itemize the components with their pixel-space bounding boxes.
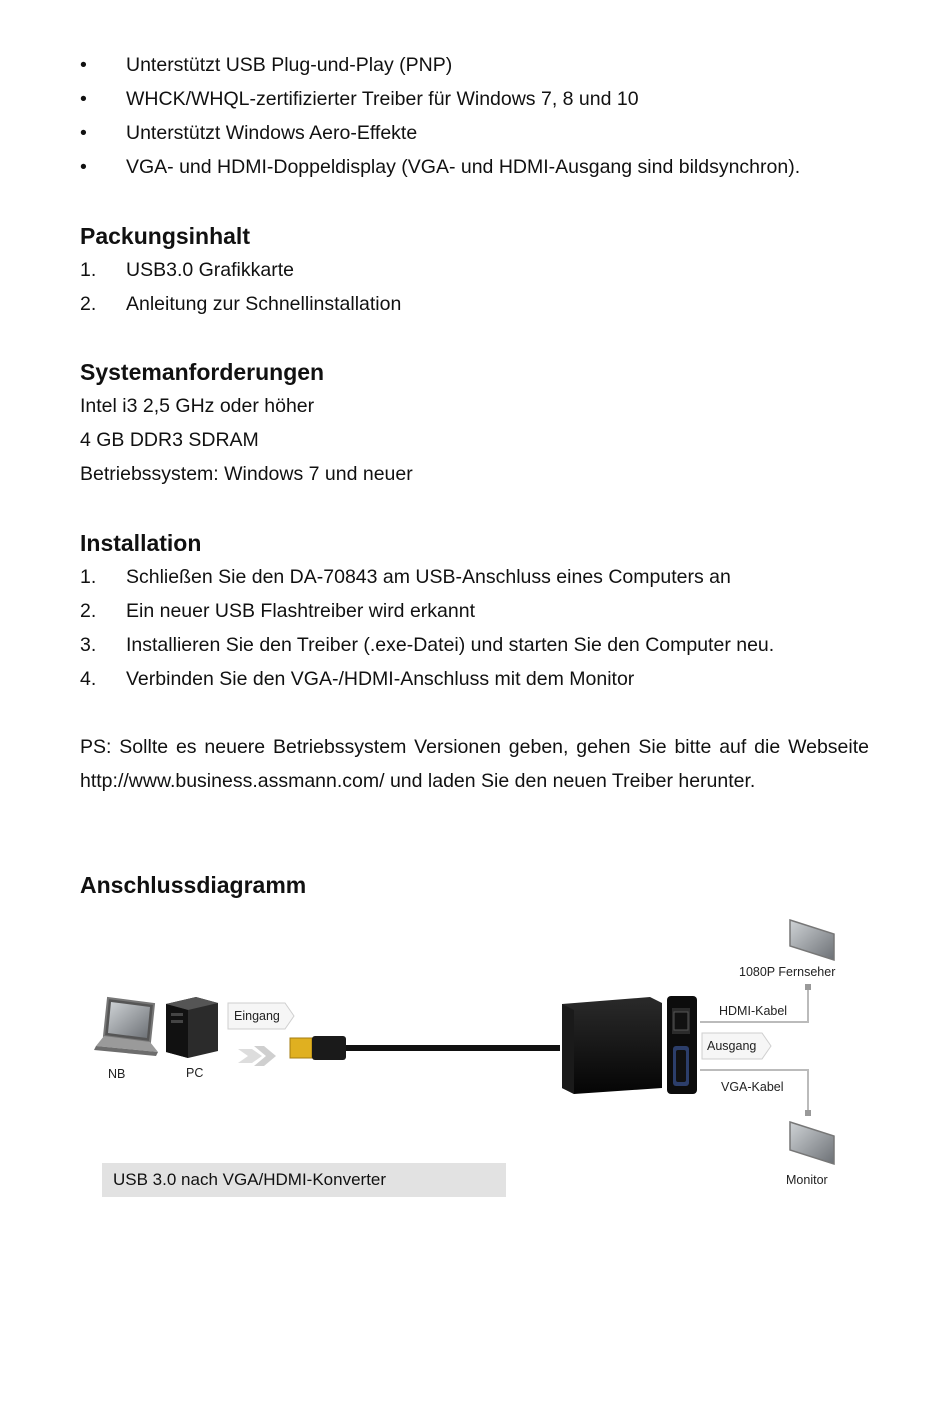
pc-label: PC bbox=[186, 1066, 204, 1080]
bullet-icon: • bbox=[80, 88, 87, 110]
connection-diagram bbox=[0, 905, 950, 1205]
item-text: USB3.0 Grafikkarte bbox=[126, 259, 294, 281]
step-text: Schließen Sie den DA-70843 am USB-Anschluss eines Computers an bbox=[126, 566, 731, 588]
laptop-icon bbox=[94, 998, 158, 1056]
diagram-caption: USB 3.0 nach VGA/HDMI-Konverter bbox=[102, 1163, 506, 1197]
input-label: Eingang bbox=[234, 1009, 280, 1023]
item-number: 2. bbox=[80, 293, 97, 315]
package-heading: Packungsinhalt bbox=[80, 223, 250, 249]
tv-label: 1080P Fernseher bbox=[739, 965, 836, 979]
monitor-label: Monitor bbox=[786, 1173, 828, 1187]
installation-heading: Installation bbox=[80, 530, 202, 556]
bullet-icon: • bbox=[80, 122, 87, 144]
item-text: Anleitung zur Schnellinstallation bbox=[126, 293, 402, 315]
feature-text: Unterstützt USB Plug-und-Play (PNP) bbox=[126, 54, 453, 76]
feature-text: Unterstützt Windows Aero-Effekte bbox=[126, 122, 418, 144]
tv-icon bbox=[790, 920, 834, 960]
feature-text: VGA- und HDMI-Doppeldisplay (VGA- und HDMI-Ausgang sind bildsynchron). bbox=[126, 156, 801, 178]
bullet-icon: • bbox=[80, 156, 87, 178]
step-number: 2. bbox=[80, 600, 97, 622]
output-label: Ausgang bbox=[707, 1039, 757, 1053]
converter-box bbox=[562, 996, 697, 1094]
requirement-line: Betriebssystem: Windows 7 und neuer bbox=[80, 463, 413, 485]
ps-paragraph: PS: Sollte es neuere Betriebssystem Versionen geben, gehen Sie bitte auf die Webseite http://www.business.assmann.com/ und laden Sie den neuen Treiber herunter. bbox=[80, 736, 869, 792]
pc-tower-icon bbox=[166, 997, 218, 1058]
requirements-heading: Systemanforderungen bbox=[80, 359, 325, 385]
step-number: 1. bbox=[80, 566, 97, 588]
diagram-heading: Anschlussdiagramm bbox=[80, 872, 307, 898]
double-chevron-icon bbox=[238, 1046, 276, 1066]
step-text: Ein neuer USB Flashtreiber wird erkannt bbox=[126, 600, 475, 622]
step-text: Verbinden Sie den VGA-/HDMI-Anschluss mit dem Monitor bbox=[126, 668, 635, 690]
laptop-label: NB bbox=[108, 1067, 126, 1081]
monitor-icon bbox=[790, 1122, 834, 1164]
bullet-icon: • bbox=[80, 54, 87, 76]
requirement-line: Intel i3 2,5 GHz oder höher bbox=[80, 395, 315, 417]
item-number: 1. bbox=[80, 259, 97, 281]
hdmi-cable-label: HDMI-Kabel bbox=[719, 1004, 788, 1018]
step-number: 3. bbox=[80, 634, 97, 656]
requirement-line: 4 GB DDR3 SDRAM bbox=[80, 429, 259, 451]
step-text: Installieren Sie den Treiber (.exe-Datei) und starten Sie den Computer neu. bbox=[126, 634, 775, 656]
step-number: 4. bbox=[80, 668, 97, 690]
vga-cable-label: VGA-Kabel bbox=[721, 1080, 784, 1094]
usb-cable bbox=[290, 1036, 560, 1060]
feature-text: WHCK/WHQL-zertifizierter Treiber für Windows 7, 8 und 10 bbox=[126, 88, 639, 110]
